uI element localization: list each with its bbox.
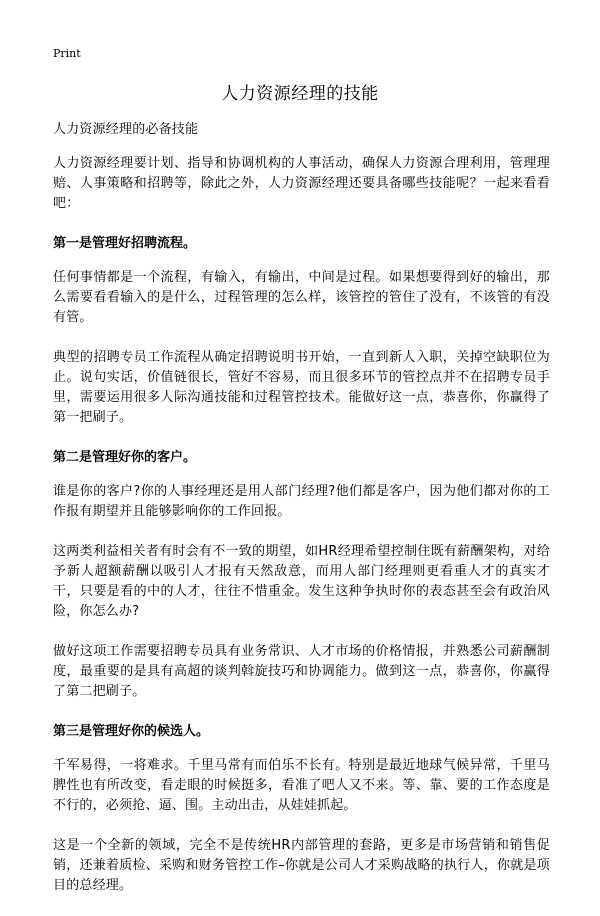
section-heading: 第一是管理好招聘流程。 [53, 236, 197, 251]
section-paragraph: 这两类利益相关者有时会有不一致的期望，如HR经理希望控制住既有薪酬架构，对给予新人超额薪酬以吸引人才报有天然敌意，而用人部门经理则更看重人才的真实才干，只要是看的中的人才，往往不惜重金。发生这种争执时你的表态甚至会有政治风险，你怎么办? [53, 544, 550, 619]
section-paragraph: 千军易得，一将难求。千里马常有而伯乐不长有。特别是最近地球气候异常，千里马脾性也有所改变，看走眼的时候挺多，看准了吧人又不来。等、靠、要的工作态度是不行的，必须抢、逼、围。主动出击，从娃娃抓起。 [53, 758, 550, 813]
section-paragraph: 这是一个全新的领域，完全不是传统HR内部管理的套路，更多是市场营销和销售促销，还兼着质检、采购和财务管控工作–你就是公司人才采购战略的执行人，你就是项目的总经理。 [53, 838, 550, 893]
section-recruitment-process [53, 234, 550, 428]
print-link[interactable]: Print [53, 47, 81, 60]
section-paragraph: 做好这项工作需要招聘专员具有业务常识、人才市场的价格情报，并熟悉公司薪酬制度，最重要的是具有高超的谈判斡旋技巧和协调能力。做到这一点，恭喜你，你赢得了第二把刷子。 [53, 644, 550, 699]
section-clients [53, 448, 550, 702]
section-heading: 第三是管理好你的候选人。 [53, 724, 210, 739]
section-heading: 第二是管理好你的客户。 [53, 450, 197, 465]
section-candidates [53, 722, 550, 896]
article-subtitle: 人力资源经理的必备技能 [53, 122, 199, 137]
intro-paragraph: 人力资源经理要计划、指导和协调机构的人事活动，确保人力资源合理利用，管理理赔、人事策略和招聘等，除此之外，人力资源经理还要具备哪些技能呢？一起来看看吧： [53, 156, 550, 211]
page-title: 人力资源经理的技能 [221, 84, 379, 104]
section-paragraph: 谁是你的客户?你的人事经理还是用人部门经理?他们都是客户，因为他们都对你的工作报有期望并且能够影响你的工作回报。 [53, 484, 550, 519]
article-body [53, 120, 550, 916]
section-paragraph: 任何事情都是一个流程，有输入，有输出，中间是过程。如果想要得到好的输出，那么需要看看输入的是什么，过程管理的怎么样，该管控的管住了没有，不该管的有没有管。 [53, 270, 550, 325]
section-paragraph: 典型的招聘专员工作流程从确定招聘说明书开始，一直到新人入职，关掉空缺职位为止。说句实话，价值链很长，管好不容易，而且很多环节的管控点并不在招聘专员手里，需要运用很多人际沟通技能和过程管控技术。能做好这一点，恭喜你，你赢得了第一把刷子。 [53, 350, 550, 425]
